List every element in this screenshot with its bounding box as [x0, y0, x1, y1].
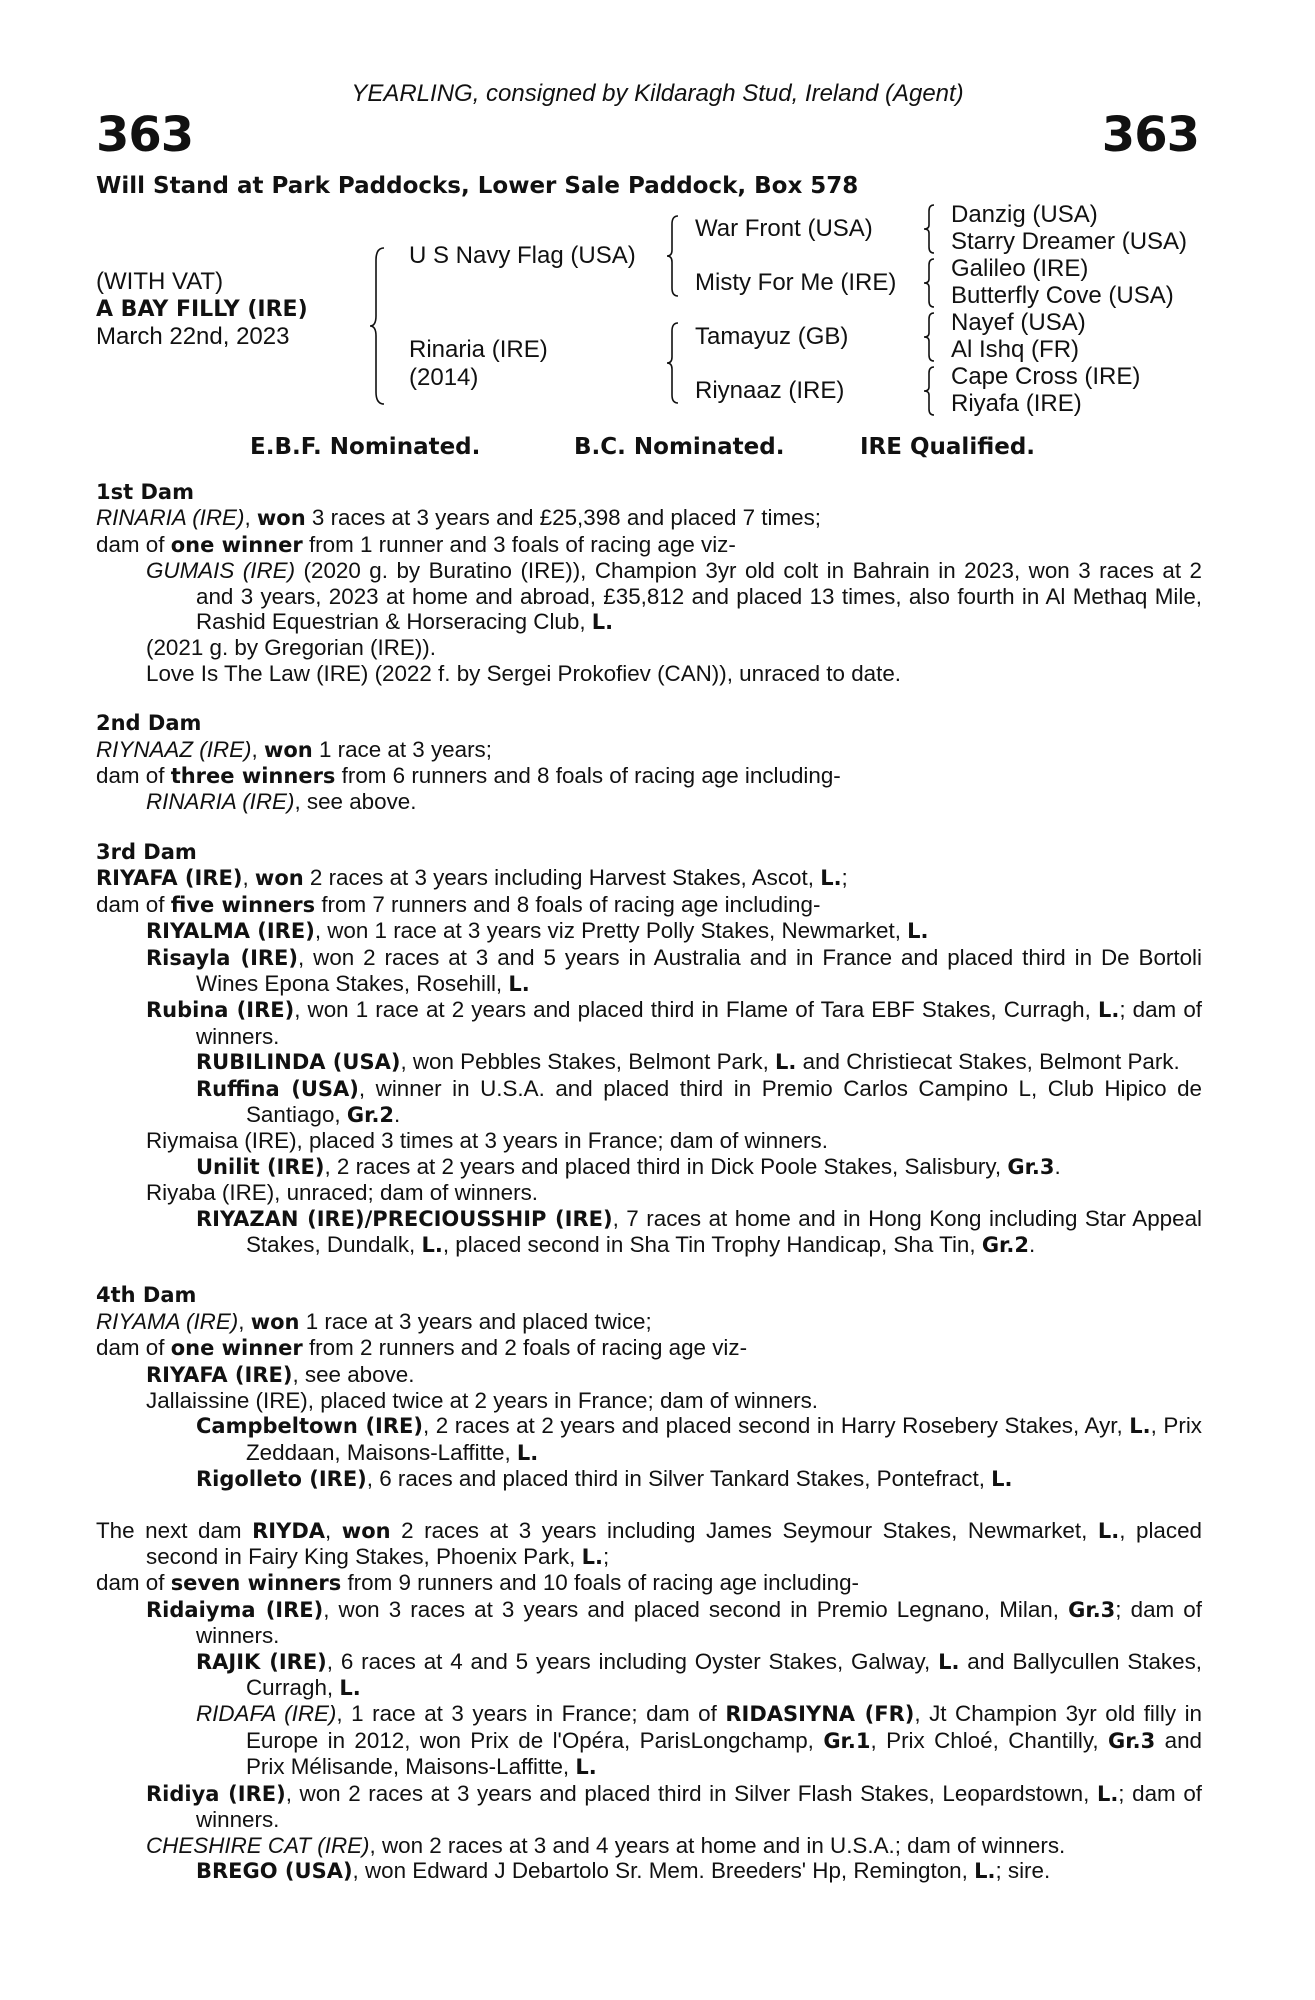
dd-sire: Cape Cross (IRE) [951, 363, 1141, 390]
produce-rigolleto: Rigolleto (IRE), 6 races and placed third in Silver Tankard Stakes, Pontefract, L. [196, 1466, 1013, 1492]
sire-sire: War Front (USA) [695, 215, 873, 242]
pedigree-brace-main [368, 246, 388, 406]
consignment-line: YEARLING, consigned by Kildaragh Stud, Ireland (Agent) [351, 80, 964, 107]
produce-ruffina: Ruffina (USA), winner in U.S.A. and placed third in Premio Carlos Campino L, Club Hipico de Santiago, Gr.2. [196, 1075, 1202, 1127]
sire-dam: Misty For Me (IRE) [695, 269, 897, 296]
first-dam-produce: dam of one winner from 1 runner and 3 foals of racing age viz- [96, 531, 736, 557]
fourth-dam-record: RIYAMA (IRE), won 1 race at 3 years and placed twice; [96, 1308, 652, 1334]
dam-sire: Tamayuz (GB) [695, 323, 849, 350]
produce-rubina: Rubina (IRE), won 1 race at 2 years and placed third in Flame of Tara EBF Stakes, Curragh, L.; dam of winners. [146, 997, 1202, 1049]
next-dam-record: The next dam RIYDA, won 2 races at 3 years including James Seymour Stakes, Newmarket, L., placed second in Fairy King Stakes, Phoenix Park, L.; [96, 1517, 1202, 1570]
produce-gumais: GUMAIS (IRE) (2020 g. by Buratino (IRE)), Champion 3yr old colt in Bahrain in 2023, won 3 races at 2 and 3 years, 2023 at home and abroad, £35,812 and placed 13 times, also fourth in Al Methaq Mile, Rashid Equestrian & Horseracing Club, L. [146, 558, 1202, 635]
third-dam-heading: 3rd Dam [96, 839, 197, 864]
produce-ridaiyma: Ridaiyma (IRE), won 3 races at 3 years and placed second in Premio Legnano, Milan, Gr.3; dam of winners. [146, 1596, 1202, 1649]
dam-year: (2014) [409, 364, 479, 391]
produce-riyalma: RIYALMA (IRE), won 1 race at 3 years viz Pretty Polly Stakes, Newmarket, L. [146, 918, 929, 944]
produce-riyazan: RIYAZAN (IRE)/PRECIOUSSHIP (IRE), 7 races at home and in Hong Kong including Star Appeal Stakes, Dundalk, L., placed second in Sha Tin Trophy Handicap, Sha Tin, Gr.2. [196, 1205, 1202, 1257]
second-dam-heading: 2nd Dam [96, 711, 202, 736]
produce-love-is-the-law: Love Is The Law (IRE) (2022 f. by Sergei Prokofiev (CAN)), unraced to date. [146, 660, 901, 686]
produce-risayla: Risayla (IRE), won 2 races at 3 and 5 years in Australia and in France and placed third in De Bortoli Wines Epona Stakes, Rosehill, L. [146, 944, 1202, 996]
sd-sire: Galileo (IRE) [951, 255, 1089, 282]
produce-unilit: Unilit (IRE), 2 races at 2 years and placed third in Dick Poole Stakes, Salisbury, Gr.3. [196, 1153, 1061, 1179]
dd-dam: Riyafa (IRE) [951, 390, 1082, 417]
dam: Rinaria (IRE) [409, 336, 548, 363]
pedigree-brace-dam [665, 321, 681, 405]
produce-brego: BREGO (USA), won Edward J Debartolo Sr. Mem. Breeders' Hp, Remington, L.; sire. [196, 1857, 1051, 1883]
lot-number-left: 363 [96, 107, 194, 163]
ds-dam: Al Ishq (FR) [951, 336, 1080, 363]
pedigree-brace-dd [922, 365, 936, 417]
produce-cheshire-cat: CHESHIRE CAT (IRE), won 2 races at 3 and 4 years at home and in U.S.A.; dam of winners. [146, 1832, 1066, 1858]
pedigree-brace-sd [922, 257, 936, 309]
sd-dam: Butterfly Cove (USA) [951, 282, 1174, 309]
fourth-dam-produce: dam of one winner from 2 runners and 2 foals of racing age viz- [96, 1335, 748, 1361]
produce-rinaria: RINARIA (IRE), see above. [146, 789, 417, 815]
produce-rubilinda: RUBILINDA (USA), won Pebbles Stakes, Belmont Park, L. and Christiecat Stakes, Belmont Park. [196, 1049, 1180, 1075]
ss-dam: Starry Dreamer (USA) [951, 228, 1188, 255]
third-dam-produce: dam of five winners from 7 runners and 8 foals of racing age including- [96, 891, 821, 917]
foaling-date: March 22nd, 2023 [96, 323, 290, 350]
first-dam-record: RINARIA (IRE), won 3 races at 3 years and £25,398 and placed 7 times; [96, 505, 822, 531]
produce-riyaba: Riyaba (IRE), unraced; dam of winners. [146, 1180, 539, 1206]
ds-sire: Nayef (USA) [951, 309, 1086, 336]
pedigree-brace-ss [922, 203, 936, 255]
produce-ridiya: Ridiya (IRE), won 2 races at 3 years and placed third in Silver Flash Stakes, Leopardstown, L.; dam of winners. [146, 1780, 1202, 1833]
pedigree-brace-ds [922, 311, 936, 363]
ebf-nomination: E.B.F. Nominated. [250, 434, 481, 460]
dam-line-section [96, 480, 1202, 1884]
lot-number-right: 363 [1101, 107, 1199, 163]
second-dam-produce: dam of three winners from 6 runners and 8 foals of racing age including- [96, 763, 841, 789]
second-dam-record: RIYNAAZ (IRE), won 1 race at 3 years; [96, 736, 492, 762]
ire-qualified: IRE Qualified. [860, 434, 1036, 460]
produce-2021: (2021 g. by Gregorian (IRE)). [146, 635, 436, 661]
bc-nomination: B.C. Nominated. [574, 434, 785, 460]
stand-location: Will Stand at Park Paddocks, Lower Sale Paddock, Box 578 [96, 173, 859, 199]
produce-ridafa: RIDAFA (IRE), 1 race at 3 years in France; dam of RIDASIYNA (FR), Jt Champion 3yr old filly in Europe in 2012, won Prix de l'Opéra, ParisLongchamp, Gr.1, Prix Chloé, Chantilly, Gr.3 and Prix Mélisande, Maisons-Laffitte, L. [196, 1701, 1202, 1780]
produce-jallaissine: Jallaissine (IRE), placed twice at 2 years in France; dam of winners. [146, 1388, 818, 1413]
next-dam-produce: dam of seven winners from 9 runners and 10 foals of racing age including- [96, 1570, 860, 1596]
first-dam-heading: 1st Dam [96, 480, 194, 504]
produce-riyafa: RIYAFA (IRE), see above. [146, 1361, 415, 1387]
fourth-dam-heading: 4th Dam [96, 1283, 197, 1308]
dam-dam: Riynaaz (IRE) [695, 377, 845, 404]
third-dam-record: RIYAFA (IRE), won 2 races at 3 years including Harvest Stakes, Ascot, L.; [96, 865, 848, 891]
horse-name: A BAY FILLY (IRE) [96, 297, 308, 322]
ss-sire: Danzig (USA) [951, 201, 1098, 228]
produce-riymaisa: Riymaisa (IRE), placed 3 times at 3 years in France; dam of winners. [146, 1128, 828, 1154]
pedigree-brace-sire [665, 214, 681, 298]
sire: U S Navy Flag (USA) [409, 242, 636, 269]
produce-rajik: RAJIK (IRE), 6 races at 4 and 5 years including Oyster Stakes, Galway, L. and Ballycullen Stakes, Curragh, L. [196, 1648, 1202, 1701]
vat-label: (WITH VAT) [96, 268, 224, 295]
produce-campbeltown: Campbeltown (IRE), 2 races at 2 years and placed second in Harry Rosebery Stakes, Ayr, L., Prix Zeddaan, Maisons-Laffitte, L. [196, 1413, 1202, 1465]
